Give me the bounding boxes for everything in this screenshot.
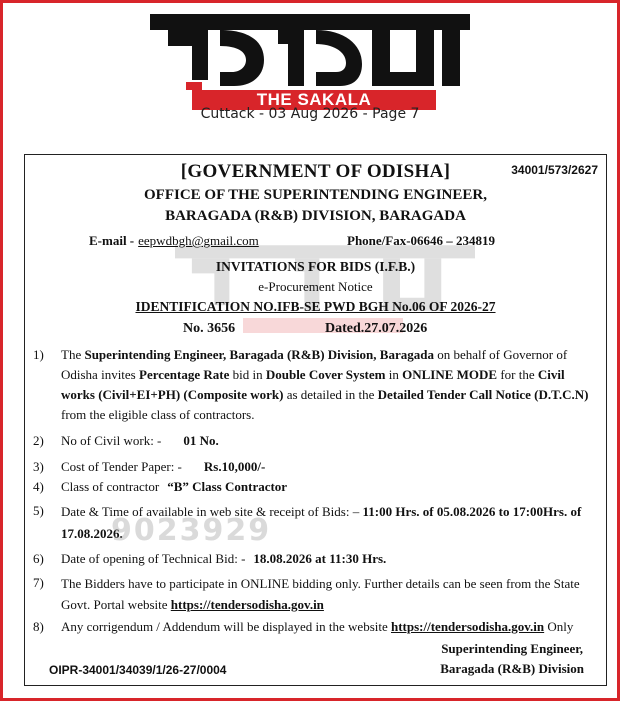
- signatory: [440, 639, 584, 679]
- tender-notice: [24, 154, 607, 686]
- list-item: [25, 345, 606, 425]
- item-text-segment: on behalf of Governor of Odisha invites: [61, 347, 568, 382]
- item-value: 01 No.: [183, 433, 219, 448]
- list-item: [25, 573, 606, 615]
- office-title: OFFICE OF THE SUPERINTENDING ENGINEER,: [144, 187, 487, 203]
- government-title: [GOVERNMENT OF ODISHA]: [180, 161, 451, 182]
- email-link[interactable]: eepwdbgh@gmail.com: [138, 233, 259, 248]
- item-text-segment: from the eligible class of contractors.: [61, 407, 255, 422]
- item-number: 5): [33, 503, 44, 518]
- logo-banner: THE SAKALA: [192, 90, 436, 110]
- item-text: Any corrigendum / Addendum will be displayed in the website: [61, 619, 388, 634]
- reference-code: 34001/573/2627: [511, 163, 598, 177]
- ifb-title: INVITATIONS FOR BIDS (I.F.B.): [215, 259, 416, 274]
- item-text-segment: in: [385, 367, 403, 382]
- email-line: [89, 233, 259, 249]
- item-number: 6): [33, 551, 44, 566]
- item-suffix: Only: [547, 619, 574, 634]
- item-text-segment: Civil works (Civil+EI+PH) (Composite work): [61, 367, 565, 402]
- item-text-segment: Superintending Engineer, Baragada (R&B) Division, Baragada: [84, 347, 434, 362]
- signatory-title: Superintending Engineer,: [441, 641, 584, 656]
- item-number: 1): [33, 347, 44, 362]
- watermark-number: 9023929: [111, 513, 272, 548]
- item-number: 7): [33, 575, 44, 590]
- signatory-division: Baragada (R&B) Division: [440, 661, 584, 676]
- item-text-segment: Percentage Rate: [139, 367, 230, 382]
- item-label: No of Civil work: -: [61, 433, 162, 448]
- oipr-code: OIPR-34001/34039/1/26-27/0004: [49, 663, 227, 677]
- item-label: Date & Time of available in web site & receipt of Bids: –: [61, 504, 360, 519]
- item-label: Class of contractor: [61, 479, 160, 494]
- eprocurement-notice: e-Procurement Notice: [258, 279, 373, 294]
- item-number: 4): [33, 479, 44, 494]
- item-number: 2): [33, 433, 44, 448]
- item-value: 11:00 Hrs. of 05.08.2026 to 17:00Hrs. of 17.08.2026.: [61, 504, 582, 541]
- item-number: 3): [33, 459, 44, 474]
- tendersodisha-link[interactable]: https://tendersodisha.gov.in: [391, 619, 545, 634]
- item-label: Cost of Tender Paper: -: [61, 459, 182, 474]
- item-value: 18.08.2026 at 11:30 Hrs.: [253, 551, 387, 566]
- item-text-segment: bid in: [229, 367, 266, 382]
- item-text-segment: ONLINE MODE: [402, 367, 498, 382]
- masthead: [0, 6, 620, 109]
- identification-number: IDENTIFICATION NO.IFB-SE PWD BGH No.06 OF 2026-27: [135, 299, 496, 314]
- sakala-logo-icon: [150, 8, 470, 92]
- edition-line: Cuttack - 03 Aug 2026 - Page 7: [200, 106, 420, 122]
- item-text-segment: The: [61, 347, 85, 362]
- item-text-segment: as detailed in the: [283, 387, 378, 402]
- item-value: “B” Class Contractor: [167, 479, 288, 494]
- email-label: E-mail -: [89, 233, 135, 248]
- item-text-segment: for the: [497, 367, 538, 382]
- item-text: [61, 345, 600, 425]
- item-text: The Bidders have to participate in ONLINE bidding only. Further details can be seen from the State Govt. Portal website: [61, 576, 580, 612]
- division-title: BARAGADA (R&B) DIVISION, BARAGADA: [165, 208, 466, 224]
- item-number: 8): [33, 619, 44, 634]
- notice-date: Dated.27.07.2026: [325, 321, 428, 336]
- item-text-segment: Detailed Tender Call Notice (D.T.C.N): [377, 387, 589, 402]
- item-label: Date of opening of Technical Bid: -: [61, 551, 246, 566]
- tendersodisha-link[interactable]: https://tendersodisha.gov.in: [170, 597, 324, 612]
- item-text-segment: Double Cover System: [265, 367, 386, 382]
- notice-number: No. 3656: [183, 321, 236, 336]
- item-value: Rs.10,000/-: [203, 459, 266, 474]
- phone-fax: Phone/Fax-06646 – 234819: [347, 233, 496, 248]
